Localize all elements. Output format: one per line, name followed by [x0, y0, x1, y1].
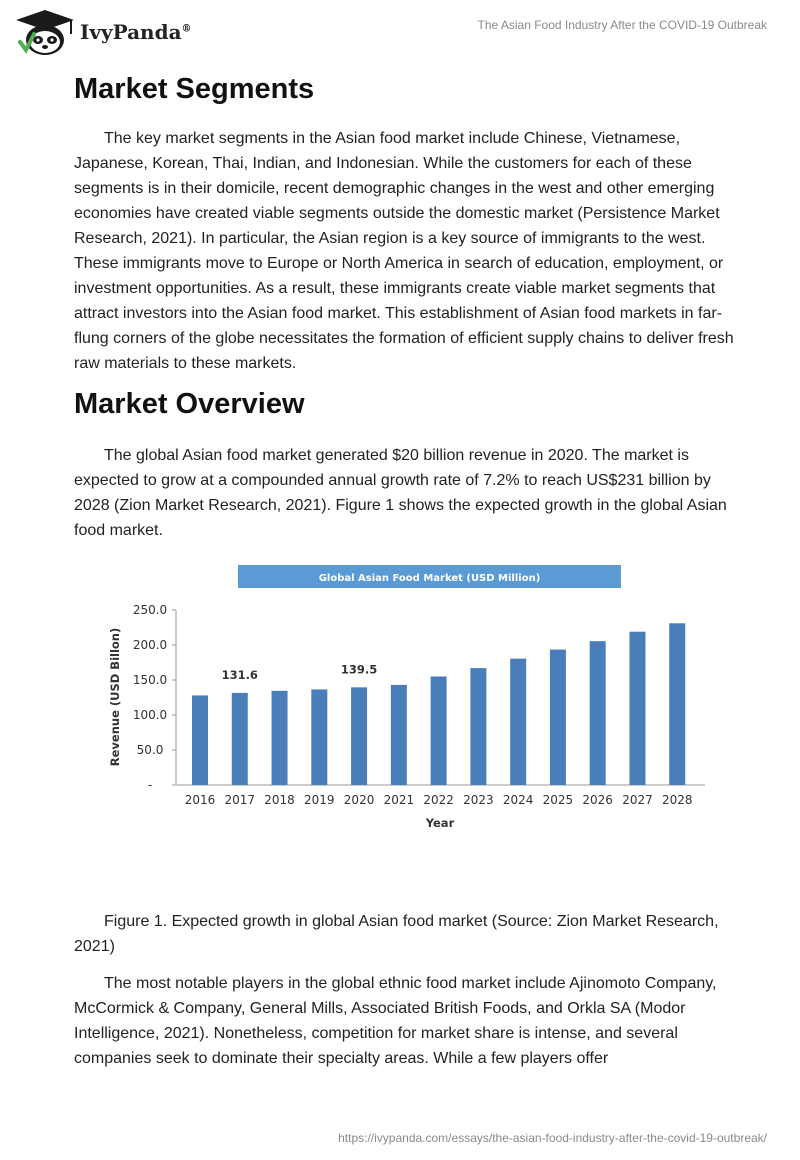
bar-2021	[391, 685, 407, 785]
x-axis-label: Year	[425, 816, 455, 830]
bar-2027	[629, 632, 645, 785]
x-tick-label: 2018	[264, 793, 295, 807]
bar-2025	[550, 650, 566, 785]
x-tick-label: 2016	[184, 793, 216, 807]
x-tick-label: 2021	[383, 793, 415, 807]
paragraph-market-players: The most notable players in the global ethnic food market include Ajinomoto Company, McCormick & Company, General Mills, Associated British Foods, and Orkla SA (Modor Intelligence, 2021). Nonetheless, competition for market share is intense, and several companies seek to dominate their specialty areas. While a few players offer	[74, 975, 717, 1067]
figure-1-caption: Figure 1. Expected growth in global Asian food market (Source: Zion Market Research, 2021)	[74, 913, 719, 955]
x-tick-label: 2020	[343, 793, 375, 807]
page-header	[0, 0, 800, 60]
bar-chart	[74, 559, 734, 889]
x-tick-label: 2017	[224, 793, 256, 807]
bar-2020	[351, 687, 367, 785]
x-tick-label: 2022	[423, 793, 454, 807]
bar-2024	[510, 659, 526, 785]
figure-1-chart	[74, 559, 734, 889]
y-tick-label: 50.0	[136, 743, 164, 757]
bar-2022	[431, 677, 447, 786]
heading-market-overview: Market Overview	[74, 388, 305, 420]
x-tick-label: 2019	[304, 793, 335, 807]
essay-content	[74, 70, 734, 1083]
y-axis-label: Revenue (USD Billon)	[108, 627, 122, 767]
x-tick-label: 2027	[622, 793, 653, 807]
bar-2026	[590, 641, 606, 785]
source-url[interactable]: https://ivypanda.com/essays/the-asian-food-industry-after-the-covid-19-outbreak/	[338, 1131, 767, 1145]
y-tick-label: 250.0	[132, 603, 168, 617]
y-tick-label: 100.0	[132, 708, 168, 722]
document-title: The Asian Food Industry After the COVID-19 Outbreak	[477, 18, 767, 32]
brand-text: IvyPanda	[80, 20, 182, 44]
bar-2019	[311, 689, 327, 785]
y-tick-label: -	[147, 778, 153, 792]
y-tick-label: 200.0	[132, 638, 168, 652]
data-label: 131.6	[221, 667, 258, 682]
bar-2023	[470, 668, 486, 785]
chart-title: Global Asian Food Market (USD Million)	[318, 573, 541, 584]
heading-market-segments: Market Segments	[74, 73, 315, 105]
ivypanda-logo-icon	[12, 8, 78, 56]
x-tick-label: 2024	[502, 793, 534, 807]
y-tick-label: 150.0	[132, 673, 168, 687]
bar-2028	[669, 623, 685, 785]
x-tick-label: 2026	[582, 793, 613, 807]
bar-2017	[232, 693, 248, 785]
bar-2018	[272, 691, 288, 785]
paragraph-market-overview: The global Asian food market generated $20 billion revenue in 2020. The market is expected to grow at a compounded annual growth rate of 7.2% to reach US$231 billion by 2028 (Zion Market Research, 2021). Figure 1 shows the expected growth in the global Asian food market.	[74, 447, 727, 539]
paragraph-market-segments: The key market segments in the Asian food market include Chinese, Vietnamese, Japanese, Korean, Thai, Indian, and Indonesian. While the customers for each of these segments is in their domicile, recent demographic changes in the west and other emerging economies have created viable segments outside the domestic market (Persistence Market Research, 2021). In particular, the Asian region is a key source of immigrants to the west. These immigrants move to Europe or North America in search of education, employment, or investment opportunities. As a result, these immigrants create viable market segments that attract investors into the Asian food market. This establishment of Asian food markets in far-flung corners of the globe necessitates the formation of efficient supply chains to deliver fresh raw materials to these markets.	[74, 130, 734, 372]
bar-2016	[192, 695, 208, 785]
x-tick-label: 2028	[661, 793, 693, 807]
data-label: 139.5	[340, 662, 378, 677]
x-tick-label: 2023	[463, 793, 494, 807]
brand-name[interactable]	[80, 20, 192, 44]
registered-mark: ®	[181, 23, 192, 35]
x-tick-label: 2025	[542, 793, 574, 807]
